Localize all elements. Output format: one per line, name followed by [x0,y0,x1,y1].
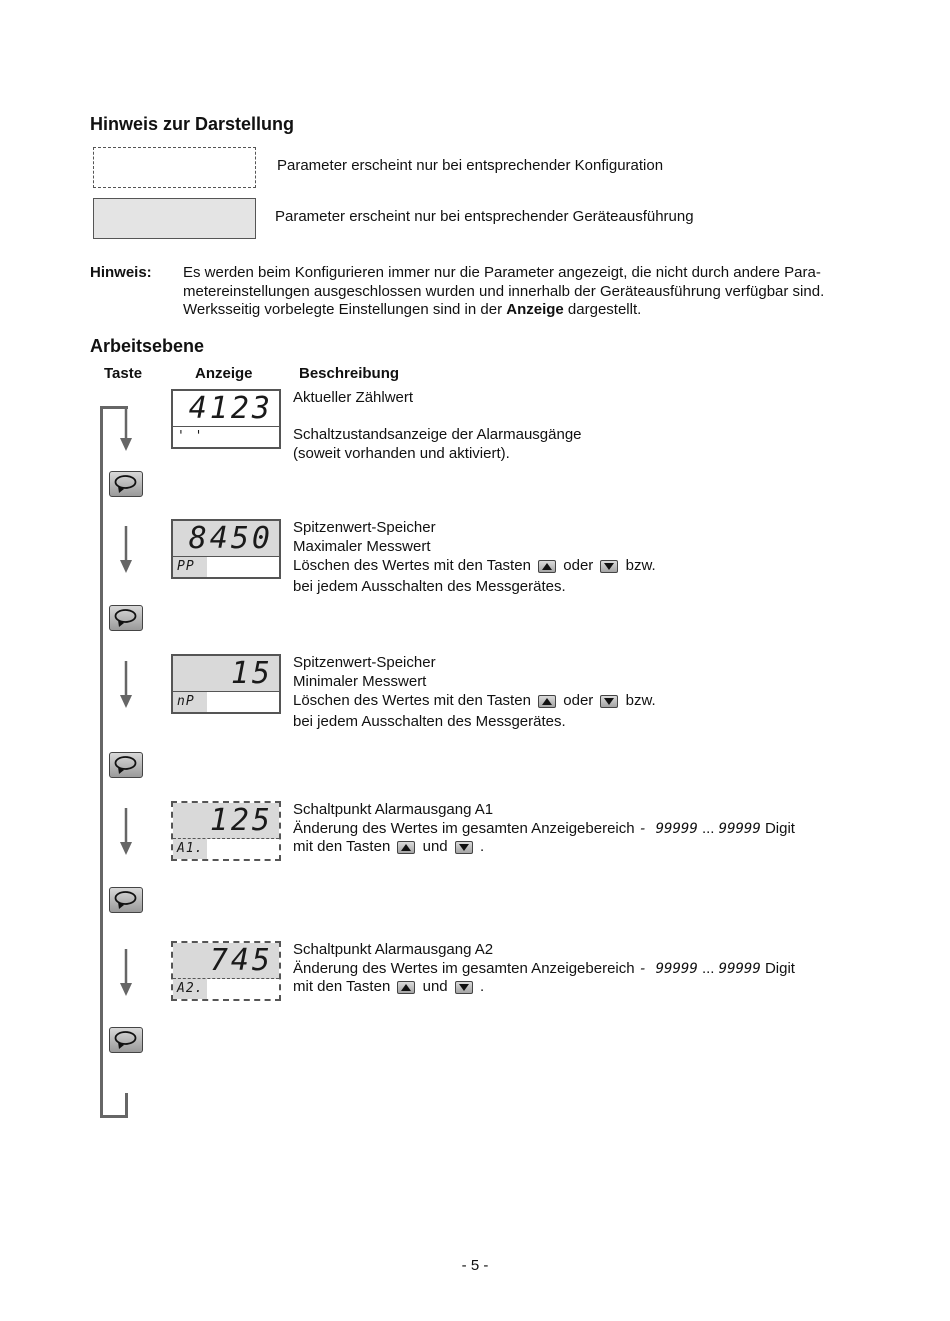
up-arrow-key-icon [397,981,415,994]
range-max: 99999 [718,820,761,837]
display-alarm-a1 [171,801,281,861]
note-label: Hinweis: [90,264,152,281]
down-arrow-icon [118,949,134,997]
cycle-key-icon[interactable] [109,1027,143,1053]
down-arrow-key-icon [455,981,473,994]
col-header-description: Beschreibung [299,365,400,382]
cycle-key-icon[interactable] [109,471,143,497]
up-arrow-key-icon [538,560,556,573]
range-min: - 99999 [638,960,698,977]
down-arrow-icon [118,661,134,709]
display-value: 125 [173,803,279,839]
row-1-description: Aktueller Zählwert Schaltzustandsanzeige der Alarmausgänge (soweit vorhanden und aktiviert). [293,389,582,462]
up-arrow-key-icon [538,695,556,708]
legend-device-text: Parameter erscheint nur bei entsprechender Geräteausführung [275,208,694,225]
display-min-value [171,654,281,714]
col-header-display: Anzeige [195,365,253,382]
notation-heading: Hinweis zur Darstellung [90,114,295,134]
display-max-value [171,519,281,579]
row-3-description: Spitzenwert-Speicher Minimaler Messwert Löschen des Wertes mit den Tasten oder bzw. bei jedem Ausschalten des Messgerätes. [293,654,656,730]
display-alarm-a2 [171,941,281,1001]
down-arrow-icon [118,406,134,452]
display-code: A1. [173,839,207,859]
flow-loop-bottom-up [125,1093,128,1117]
page-number: - 5 - [461,1257,489,1274]
range-max: 99999 [718,960,761,977]
cycle-key-icon[interactable] [109,605,143,631]
display-code: A2. [173,979,207,999]
up-arrow-key-icon [397,841,415,854]
flow-loop-bottom [100,1115,128,1118]
down-arrow-icon [118,808,134,856]
legend-device-box [93,198,256,239]
down-arrow-key-icon [600,560,618,573]
note-text [183,264,873,320]
legend-config-text: Parameter erscheint nur bei entsprechender Konfiguration [277,157,664,174]
note-line-1: Es werden beim Konfigurieren immer nur die Parameter angezeigt, die nicht durch andere Para- [183,264,821,281]
display-value: 15 [173,656,279,692]
down-arrow-key-icon [600,695,618,708]
display-code: nP [173,692,207,712]
cycle-key-icon[interactable] [109,752,143,778]
note-bold-anzeige: Anzeige [506,301,564,318]
row-4-description: Schaltpunkt Alarmausgang A1 Änderung des Wertes im gesamten Anzeigebereich - 99999 ... 99999 Digit mit den Tasten und . [293,801,795,855]
display-code: ' ' [177,429,204,444]
range-min: - 99999 [638,820,698,837]
legend-config-box [93,147,256,188]
row-5-description: Schaltpunkt Alarmausgang A2 Änderung des Wertes im gesamten Anzeigebereich - 99999 ... 99999 Digit mit den Tasten und . [293,941,795,995]
level-heading: Arbeitsebene [90,336,205,356]
note-line-2: metereinstellungen ausgeschlossen wurden und innerhalb der Geräteausführung verfügbar sind. [183,282,825,300]
down-arrow-key-icon [455,841,473,854]
note-line-3: Werksseitig vorbelegte Einstellungen sind in der Anzeige dargestellt. [183,301,642,318]
display-value: 745 [173,943,279,979]
display-value: 4123 [173,391,279,427]
display-current-count [171,389,281,449]
display-code: PP [173,557,207,577]
flow-loop-left [100,406,103,1118]
cycle-key-icon[interactable] [109,887,143,913]
down-arrow-icon [118,526,134,574]
display-value: 8450 [173,521,279,557]
row-2-description: Spitzenwert-Speicher Maximaler Messwert Löschen des Wertes mit den Tasten oder bzw. bei jedem Ausschalten des Messgerätes. [293,519,656,595]
col-header-key: Taste [104,365,143,382]
